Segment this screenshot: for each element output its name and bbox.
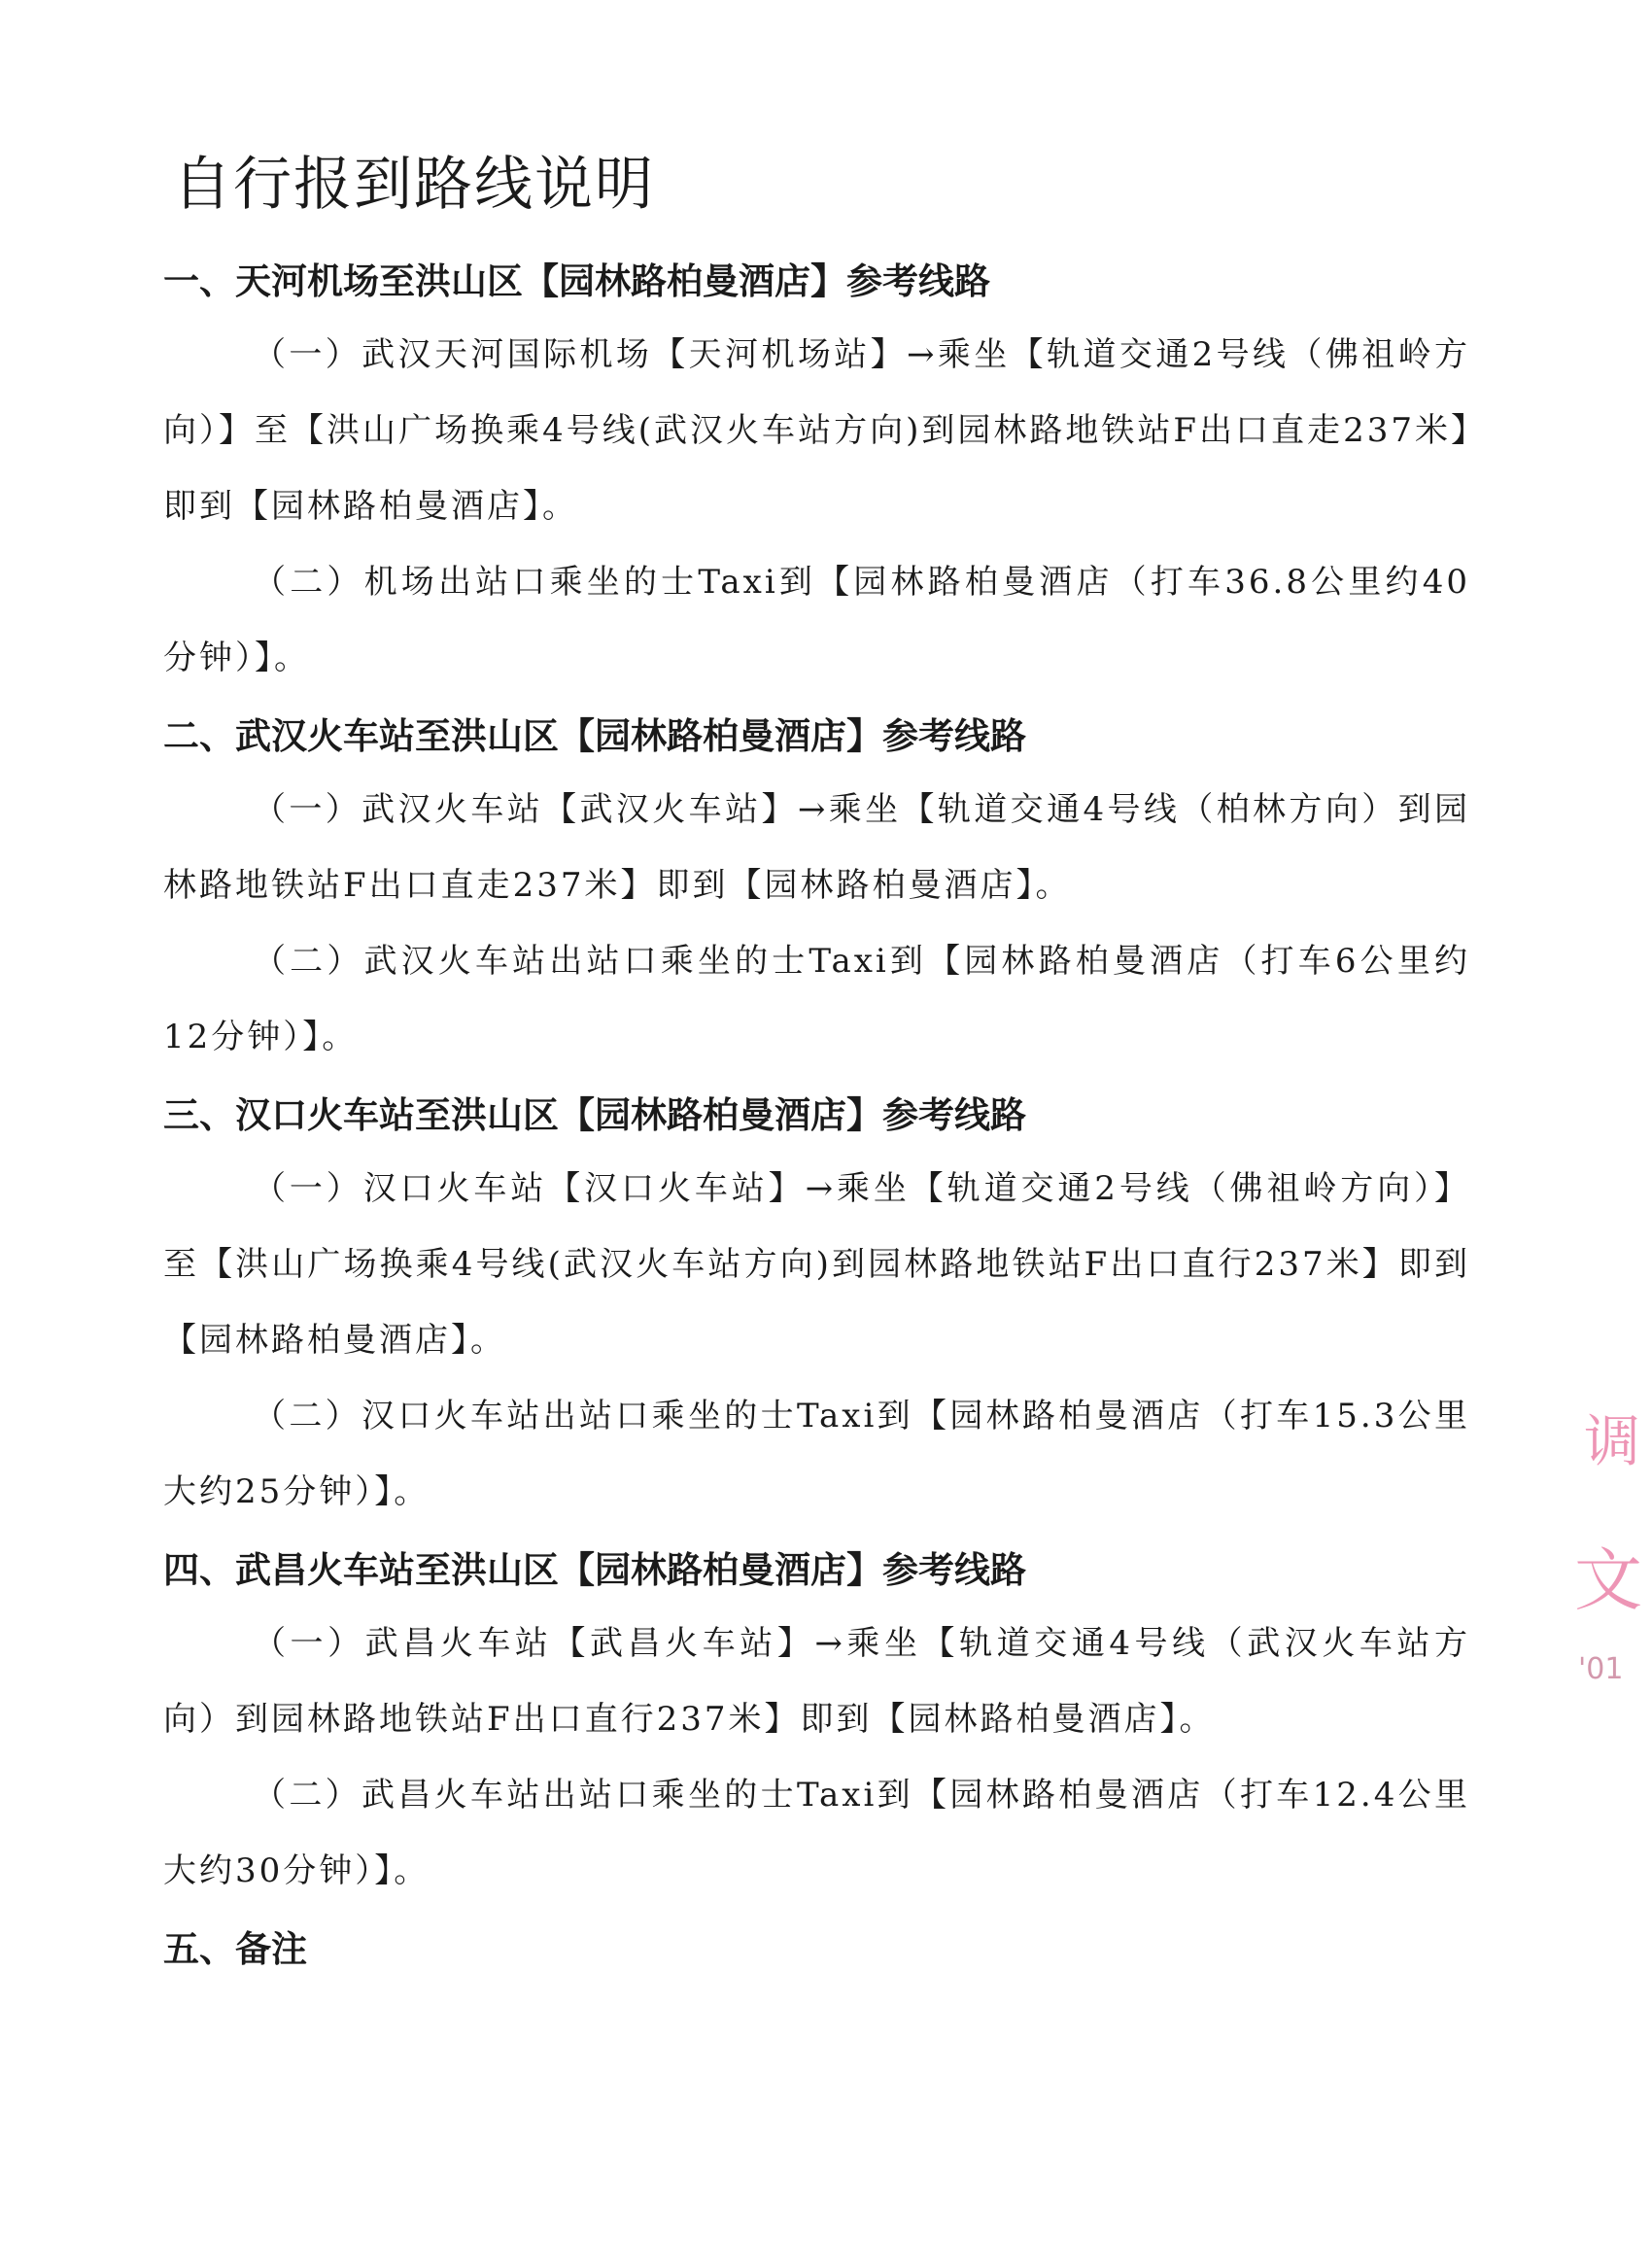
section-2 (163, 709, 1470, 1075)
route-paragraph: （二）机场出站口乘坐的士Taxi到【园林路柏曼酒店（打车36.8公里约40分钟）】。 (163, 563, 1470, 677)
stamp-char: 文 (1574, 1540, 1642, 1620)
stamp-char: 调 (1584, 1408, 1641, 1474)
route-paragraph: （二）武汉火车站出站口乘坐的士Taxi到【园林路柏曼酒店（打车6公里约12分钟）】。 (163, 942, 1470, 1056)
official-seal-stamp (1566, 1380, 1652, 1711)
route-paragraph: （一）武汉火车站【武汉火车站】→乘坐【轨道交通4号线（柏林方向）到园林路地铁站F出口直走237米】即到【园林路柏曼酒店】。 (163, 790, 1470, 905)
section-heading: 五、备注 (163, 1928, 307, 1970)
section-4 (163, 1543, 1470, 1909)
route-paragraph: （一）武汉天河国际机场【天河机场站】→乘坐【轨道交通2号线（佛祖岭方向）】至【洪山广场换乘4号线(武汉火车站方向)到园林路地铁站F出口直走237米】即到【园林路柏曼酒店】。 (163, 335, 1470, 526)
route-paragraph: （一）汉口火车站【汉口火车站】→乘坐【轨道交通2号线（佛祖岭方向）】至【洪山广场换乘4号线(武汉火车站方向)到园林路地铁站F出口直行237米】即到【园林路柏曼酒店】。 (163, 1169, 1470, 1360)
section-heading: 一、天河机场至洪山区【园林路柏曼酒店】参考线路 (163, 260, 990, 302)
document-page (163, 146, 1470, 1985)
section-1 (163, 255, 1470, 696)
section-heading: 三、汉口火车站至洪山区【园林路柏曼酒店】参考线路 (163, 1094, 1026, 1136)
route-paragraph: （一）武昌火车站【武昌火车站】→乘坐【轨道交通4号线（武汉火车站方向）到园林路地铁站F出口直行237米】即到【园林路柏曼酒店】。 (163, 1624, 1470, 1739)
stamp-number: '01 (1578, 1652, 1624, 1686)
section-3 (163, 1089, 1470, 1530)
section-5 (163, 1922, 1470, 1977)
route-paragraph: （二）汉口火车站出站口乘坐的士Taxi到【园林路柏曼酒店（打车15.3公里大约25分钟）】。 (163, 1397, 1470, 1511)
section-heading: 二、武汉火车站至洪山区【园林路柏曼酒店】参考线路 (163, 715, 1026, 757)
section-heading: 四、武昌火车站至洪山区【园林路柏曼酒店】参考线路 (163, 1549, 1026, 1591)
route-paragraph: （二）武昌火车站出站口乘坐的士Taxi到【园林路柏曼酒店（打车12.4公里大约30分钟）】。 (163, 1776, 1470, 1890)
document-title: 自行报到路线说明 (173, 151, 655, 219)
